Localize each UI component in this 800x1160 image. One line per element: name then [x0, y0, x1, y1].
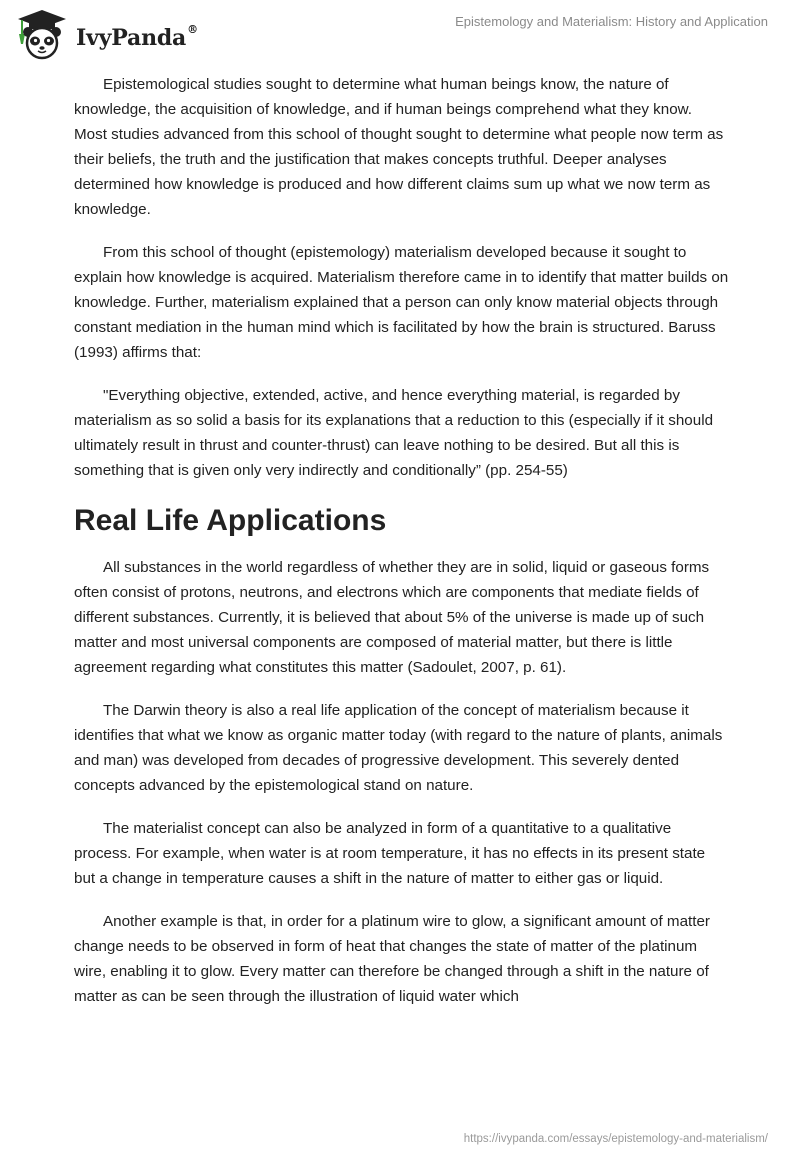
- panda-graduate-icon: [14, 8, 70, 60]
- block-quote-baruss: "Everything objective, extended, active, and hence everything material, is regarded by materialism as so solid a basis for its explanations that a reduction to this (especially if it should ultimately result in thrust and counter-thrust) can leave nothing to be desired. But all this is something that is given only very indirectly and conditionally” (pp. 254-55): [74, 387, 714, 479]
- paragraph-darwin-theory: The Darwin theory is also a real life application of the concept of materialism because it identifies that what we know as organic matter today (with regard to the nature of plants, animals and man) was developed from decades of progressive development. This severely dented concepts advanced by the epistemological stand on nature.: [74, 702, 723, 794]
- essay-body: [74, 72, 729, 1027]
- ivypanda-logo[interactable]: [14, 8, 198, 60]
- paragraph-substances: All substances in the world regardless of whether they are in solid, liquid or gaseous forms often consist of protons, neutrons, and electrons which are components that mediate fields of different substances. Currently, it is believed that about 5% of the universe is made up of such matter and most universal components are composed of material matter, but there is little agreement regarding what constitutes this matter (Sadoulet, 2007, p. 61).: [74, 559, 710, 676]
- paragraph-platinum-wire: Another example is that, in order for a platinum wire to glow, a significant amount of matter change needs to be observed in form of heat that changes the state of matter of the platinum wire, enabling it to glow. Every matter can therefore be changed through a shift in the nature of matter as can be seen through the illustration of liquid water which: [74, 913, 710, 1005]
- page-header: [0, 0, 800, 70]
- document-title: Epistemology and Materialism: History and Application: [455, 14, 768, 29]
- source-url[interactable]: https://ivypanda.com/essays/epistemology-and-materialism/: [463, 1133, 768, 1145]
- paragraph-materialism-development: From this school of thought (epistemology) materialism developed because it sought to explain how knowledge is acquired. Materialism therefore came in to identify that matter builds on knowledge. Further, materialism explained that a person can only know material objects through constant mediation in the human mind which is facilitated by how the brain is structured. Baruss (1993) affirms that:: [74, 244, 729, 361]
- logo-wordmark: IvyPanda®: [76, 23, 198, 51]
- paragraph-epistemology-intro: Epistemological studies sought to determine what human beings know, the nature of knowledge, the acquisition of knowledge, and if human beings comprehend what they know. Most studies advanced from this school of thought sought to determine what people now term as their beliefs, the truth and the justification that makes concepts truthful. Deeper analyses determined how knowledge is produced and how different claims sum up what we now term as knowledge.: [74, 76, 724, 218]
- section-heading: Real Life Applications: [74, 504, 387, 537]
- paragraph-quantitative-qualitative: The materialist concept can also be analyzed in form of a quantitative to a qualitative process. For example, when water is at room temperature, it has no effects in its present state but a change in temperature causes a shift in the nature of matter to either gas or liquid.: [74, 820, 706, 887]
